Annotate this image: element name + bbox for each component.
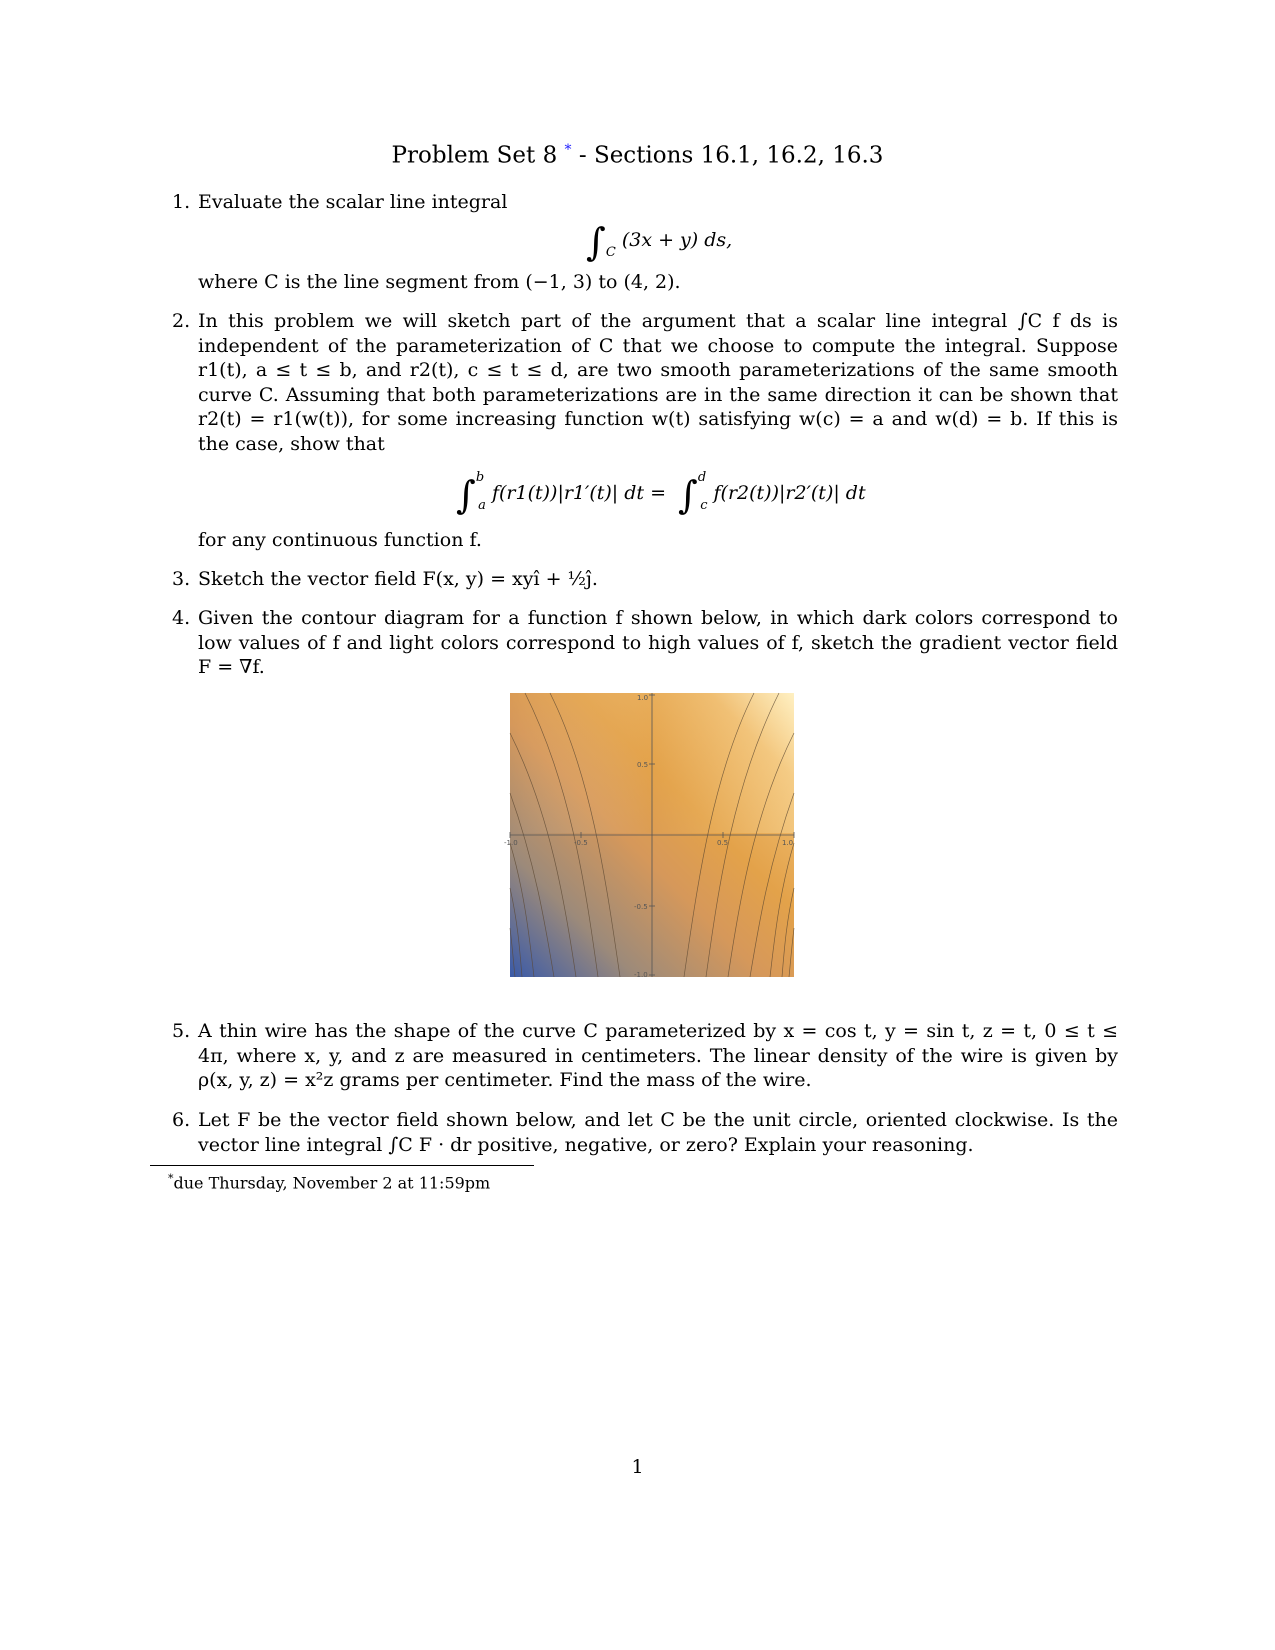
problem-number: 6. bbox=[172, 1109, 191, 1131]
left-integrand: f(r1(t))|r1′(t)| dt = bbox=[491, 482, 666, 504]
problem-text: In this problem we will sketch part of the argument that a scalar line integral ∫C f ds is independent of the parameterization of C that we choose to compute the integral. Suppose r1(t), a ≤ t ≤ b, and r2(t), c ≤ t ≤ d, are two smooth parameterizations of the same smooth curve C. Assuming that both parameterizations are in the same direction it can be shown that r2(t) = r1(w(t)), for some increasing function w(t) satisfying w(c) = a and w(d) = b. If this is the case, show that bbox=[198, 310, 1118, 455]
tick-label: -0.5 bbox=[574, 839, 588, 847]
problem-3 bbox=[172, 567, 1118, 592]
problem-2 bbox=[172, 309, 1118, 456]
integrand: (3x + y) ds, bbox=[621, 229, 733, 251]
tick-label: 0.5 bbox=[717, 839, 729, 847]
problem-text: Evaluate the scalar line integral bbox=[198, 191, 508, 213]
footnote-mark[interactable]: * bbox=[564, 142, 572, 158]
page-title: Problem Set 8 * - Sections 16.1, 16.2, 16.3 bbox=[391, 142, 884, 169]
integral-display-1: $\int_C$ (3x + y) ds, bbox=[586, 220, 733, 264]
problem-number: 3. bbox=[172, 568, 191, 590]
tick-label: 0.5 bbox=[637, 761, 649, 769]
integral-equation: ∫$^b_a$ f(r1(t))|r1′(t)| dt = ∫$^d_c$ f(r2(t))|r2′(t)| dt bbox=[456, 470, 866, 517]
problem-text: Sketch the vector field F(x, y) = xyî + ½ĵ. bbox=[198, 568, 598, 590]
tick-label: 1.0 bbox=[782, 839, 794, 847]
problem-number: 4. bbox=[172, 607, 191, 629]
footnote-divider bbox=[150, 1165, 534, 1166]
page-number: 1 bbox=[631, 1456, 644, 1478]
right-integrand: f(r2(t))|r2′(t)| dt bbox=[713, 482, 866, 504]
tick-label: 1.0 bbox=[637, 694, 649, 702]
problem-number: 1. bbox=[172, 191, 191, 213]
tick-label: -1.0 bbox=[634, 971, 648, 979]
problem-text: Let F be the vector field shown below, and let C be the unit circle, oriented clockwise. Is the vector line integral ∫C F · dr positive, negative, or zero? Explain your reasoning. bbox=[198, 1109, 1118, 1156]
problem-number: 5. bbox=[172, 1020, 191, 1042]
problem-1-after: where C is the line segment from (−1, 3) to (4, 2). bbox=[198, 271, 681, 293]
problem-text: A thin wire has the shape of the curve C parameterized by x = cos t, y = sin t, z = t, 0 ≤ t ≤ 4π, where x, y, and z are measured in centimeters. The linear density of the wire is given by ρ(x, y, z) = x²z grams per centimeter. Find the mass of the wire. bbox=[198, 1020, 1118, 1091]
contour-plot bbox=[504, 693, 794, 979]
problem-4 bbox=[172, 606, 1118, 680]
footnote: *due Thursday, November 2 at 11:59pm bbox=[168, 1172, 491, 1193]
problem-text: Given the contour diagram for a function f shown below, in which dark colors correspond to low values of f and light colors correspond to high values of f, sketch the gradient vector field F = ∇f. bbox=[198, 607, 1118, 678]
problem-number: 2. bbox=[172, 310, 191, 332]
problem-2-after: for any continuous function f. bbox=[198, 529, 482, 551]
problem-6 bbox=[172, 1108, 1118, 1157]
tick-label: -1.0 bbox=[504, 839, 518, 847]
problem-1 bbox=[172, 190, 1118, 215]
problem-5 bbox=[172, 1019, 1118, 1093]
tick-label: -0.5 bbox=[634, 903, 648, 911]
